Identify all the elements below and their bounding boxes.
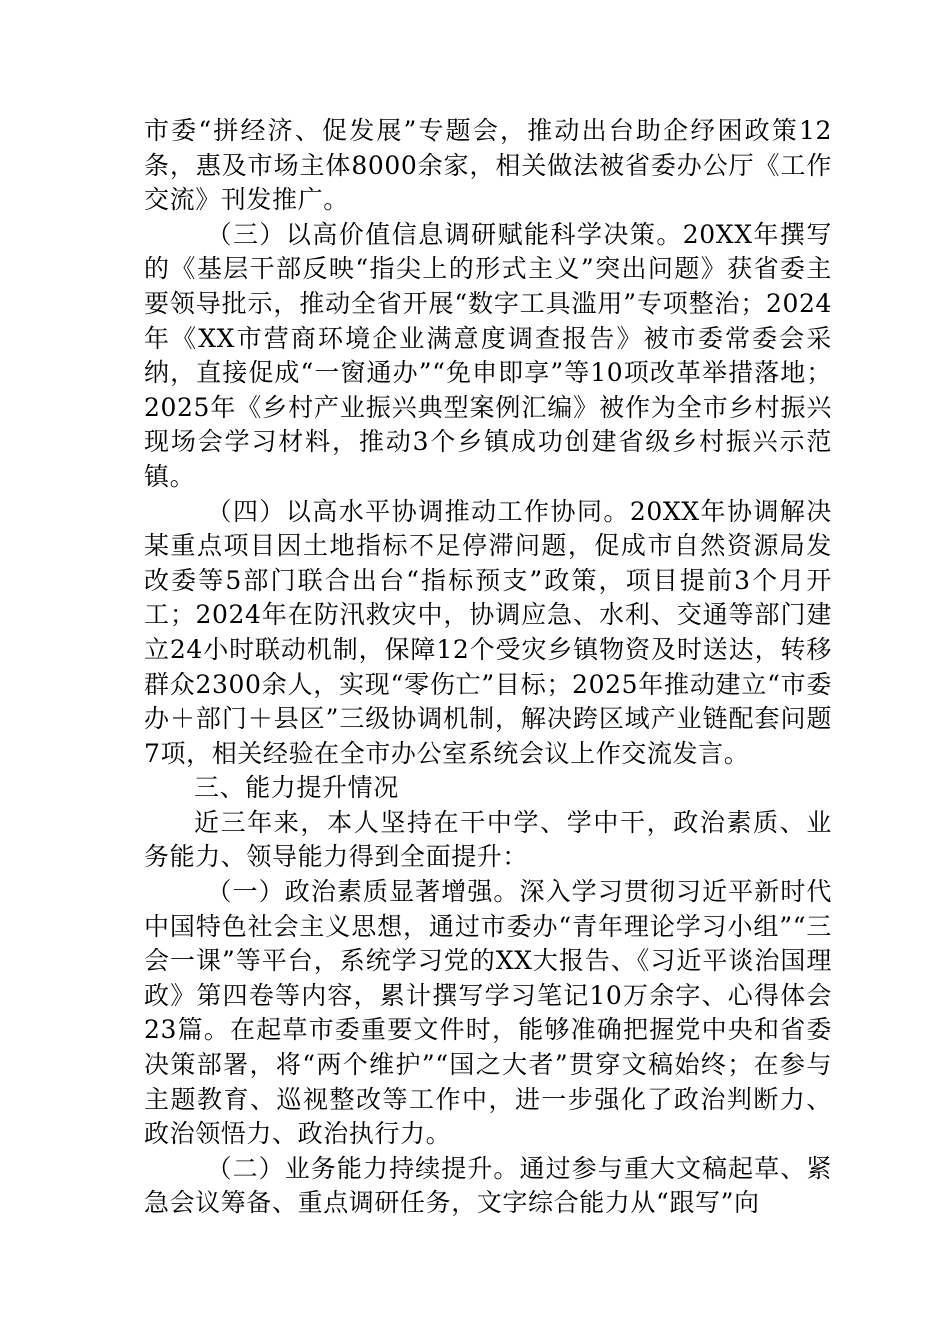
paragraph-item-4: （四）以高水平协调推动工作协同。20XX年协调解决某重点项目因土地指标不足停滞问题，促成市自然资源局发改委等5部门联合出台“指标预支”政策，项目提前3个月开工；2024年在防汛救灾中，协调应急、水利、交通等部门建立24小时联动机制，保障12个受灾乡镇物资及时送达，转移群众2300余人，实现“零伤亡”目标；2025年推动建立“市委办＋部门＋县区”三级协调机制，解决跨区域产业链配套问题7项，相关经验在全市办公室系统会议上作交流发言。 [144,496,832,768]
paragraph-business: （二）业务能力持续提升。通过参与重大文稿起草、紧急会议筹备、重点调研任务，文字综合能力从“跟写”向 [144,1153,832,1218]
paragraph-political: （一）政治素质显著增强。深入学习贯彻习近平新时代中国特色社会主义思想，通过市委办“青年理论学习小组”“三会一课”等平台，系统学习党的XX大报告、《习近平谈治国理政》第四卷等内容，累计撰写学习笔记10万余字、心得体会23篇。在起草市委重要文件时，能够准确把握党中央和省委决策部署，将“两个维护”“国之大者”贯穿文稿始终；在参与主题教育、巡视整改等工作中，进一步强化了政治判断力、政治领悟力、政治执行力。 [144,877,832,1149]
document-body [144,114,832,1221]
paragraph-continuation: 市委“拼经济、促发展”专题会，推动出台助企纾困政策12条，惠及市场主体8000余家，相关做法被省委办公厅《工作交流》刊发推广。 [144,116,832,215]
paragraph-intro: 近三年来，本人坚持在干中学、学中干，政治素质、业务能力、领导能力得到全面提升： [144,807,832,872]
paragraph-item-3: （三）以高价值信息调研赋能科学决策。20XX年撰写的《基层干部反映“指尖上的形式主义”突出问题》获省委主要领导批示，推动全省开展“数字工具滥用”专项整治；2024年《XX市营商环境企业满意度调查报告》被市委常委会采纳，直接促成“一窗通办”“免申即享”等10项改革举措落地；2025年《乡村产业振兴典型案例汇编》被作为全市乡村振兴现场会学习材料，推动3个乡镇成功创建省级乡村振兴示范镇。 [144,219,832,491]
section-heading-3: 三、能力提升情况 [194,773,399,803]
